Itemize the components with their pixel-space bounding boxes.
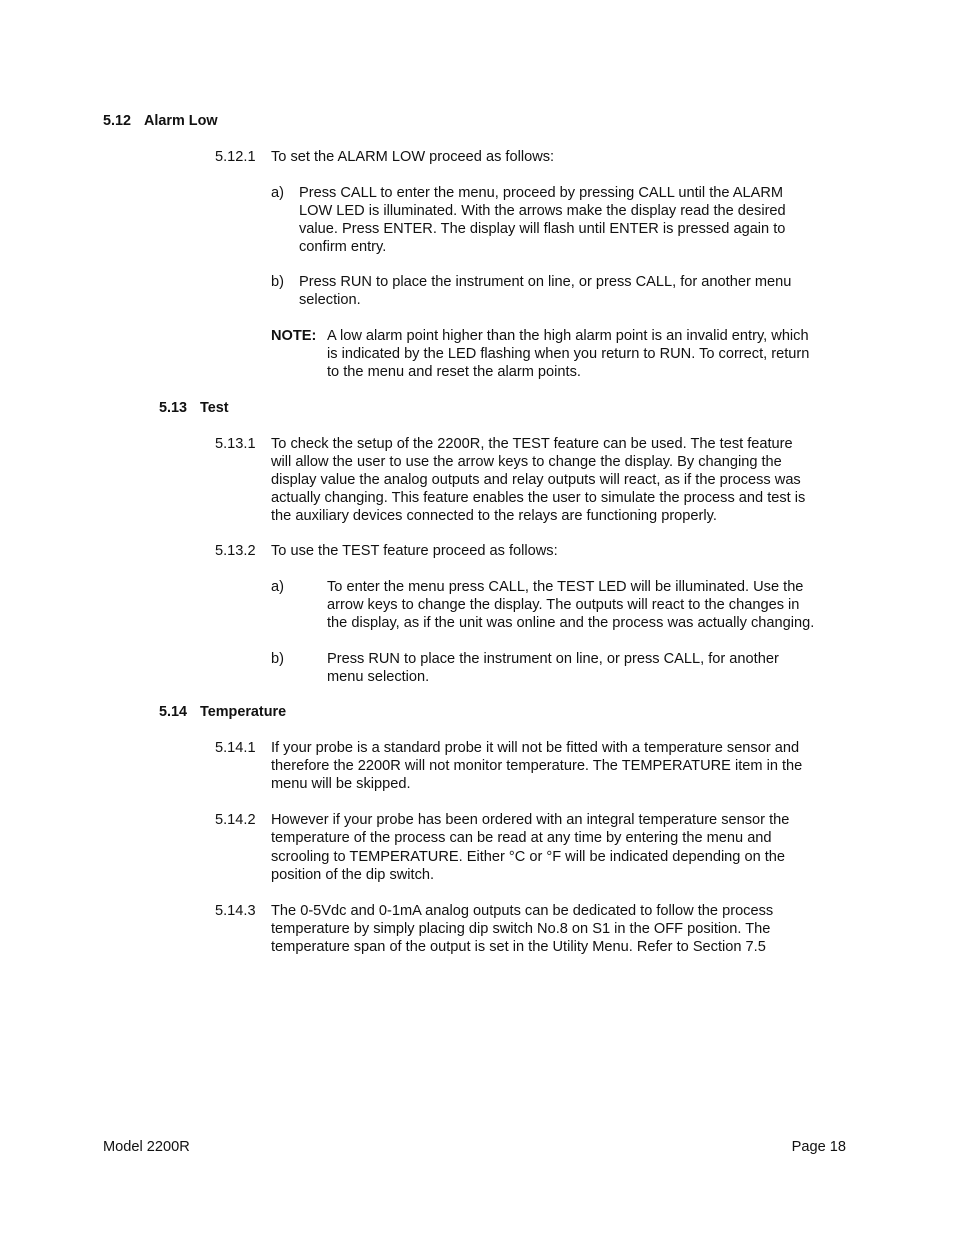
- paragraph-number: 5.14.3: [215, 903, 256, 919]
- text-line: therefore the 2200R will not monitor temperature. The TEMPERATURE item in the: [271, 758, 803, 774]
- text-line: actually changing. This feature enables the user to simulate the process and test is: [271, 490, 806, 506]
- text-line: is indicated by the LED flashing when you return to RUN. To correct, return: [327, 346, 810, 362]
- text-line: To enter the menu press CALL, the TEST LED will be illuminated. Use the: [327, 579, 804, 595]
- text-line: temperature of the process can be read at any time by entering the menu and: [271, 830, 772, 846]
- text-line: temperature span of the output is set in the Utility Menu. Refer to Section 7.5: [271, 939, 766, 955]
- paragraph-number: 5.14.1: [215, 740, 256, 756]
- text-line: Press CALL to enter the menu, proceed by pressing CALL until the ALARM: [299, 185, 784, 201]
- text-line: display value the analog outputs and relay outputs will react, as if the process was: [271, 472, 801, 488]
- section-5-12-heading: [103, 112, 218, 130]
- text-line: Press RUN to place the instrument on line, or press CALL, for another: [327, 651, 779, 667]
- footer-page-number: Page 18: [791, 1139, 846, 1155]
- text-line: If your probe is a standard probe it will not be fitted with a temperature sensor and: [271, 740, 800, 756]
- section-title: Alarm Low: [144, 113, 218, 129]
- item-label: a): [271, 185, 284, 201]
- text-line: LOW LED is illuminated. With the arrows make the display read the desired: [299, 203, 786, 219]
- item-label: b): [271, 274, 284, 290]
- text-line: will allow the user to use the arrow keys to change the display. By changing the: [271, 454, 782, 470]
- text-line: to the menu and reset the alarm points.: [327, 364, 581, 380]
- section-number: 5.12: [103, 113, 132, 129]
- note-label: NOTE:: [271, 328, 317, 344]
- text-line: arrow keys to change the display. The outputs will react to the changes in: [327, 597, 800, 613]
- item-label: b): [271, 651, 284, 667]
- text-line: menu selection.: [327, 669, 430, 685]
- paragraph-text: To set the ALARM LOW proceed as follows:: [271, 149, 555, 165]
- text-line: confirm entry.: [299, 239, 387, 255]
- paragraph-number: 5.13.2: [215, 543, 256, 559]
- text-line: value. Press ENTER. The display will flash until ENTER is pressed again to: [299, 221, 786, 237]
- text-line: The 0-5Vdc and 0-1mA analog outputs can be dedicated to follow the process: [271, 903, 774, 919]
- text-line: temperature by simply placing dip switch No.8 on S1 in the OFF position. The: [271, 921, 771, 937]
- paragraph-number: 5.13.1: [215, 436, 256, 452]
- text-line: selection.: [299, 292, 361, 308]
- text-line: Press RUN to place the instrument on line, or press CALL, for another menu: [299, 274, 792, 290]
- paragraph-number: 5.12.1: [215, 149, 256, 165]
- section-number: 5.13: [159, 400, 188, 416]
- text-line: To check the setup of the 2200R, the TEST feature can be used. The test feature: [271, 436, 793, 452]
- section-title: Temperature: [200, 704, 287, 720]
- text-line: the display, as if the unit was online and the process was actually changing.: [327, 615, 815, 631]
- text-line: scrooling to TEMPERATURE. Either °C or °F will be indicated depending on the: [271, 849, 786, 865]
- section-5-13-heading: [159, 399, 229, 417]
- text-line: A low alarm point higher than the high alarm point is an invalid entry, which: [327, 328, 809, 344]
- paragraph-number: 5.14.2: [215, 812, 256, 828]
- item-label: a): [271, 579, 284, 595]
- text-line: menu will be skipped.: [271, 776, 411, 792]
- text-line: position of the dip switch.: [271, 867, 435, 883]
- text-line: the auxiliary devices connected to the relays are functioning properly.: [271, 508, 717, 524]
- paragraph-text: To use the TEST feature proceed as follows:: [271, 543, 558, 559]
- section-title: Test: [200, 400, 229, 416]
- footer-model: Model 2200R: [103, 1139, 190, 1155]
- text-line: However if your probe has been ordered with an integral temperature sensor the: [271, 812, 790, 828]
- section-5-14-heading: [159, 703, 286, 721]
- section-number: 5.14: [159, 704, 188, 720]
